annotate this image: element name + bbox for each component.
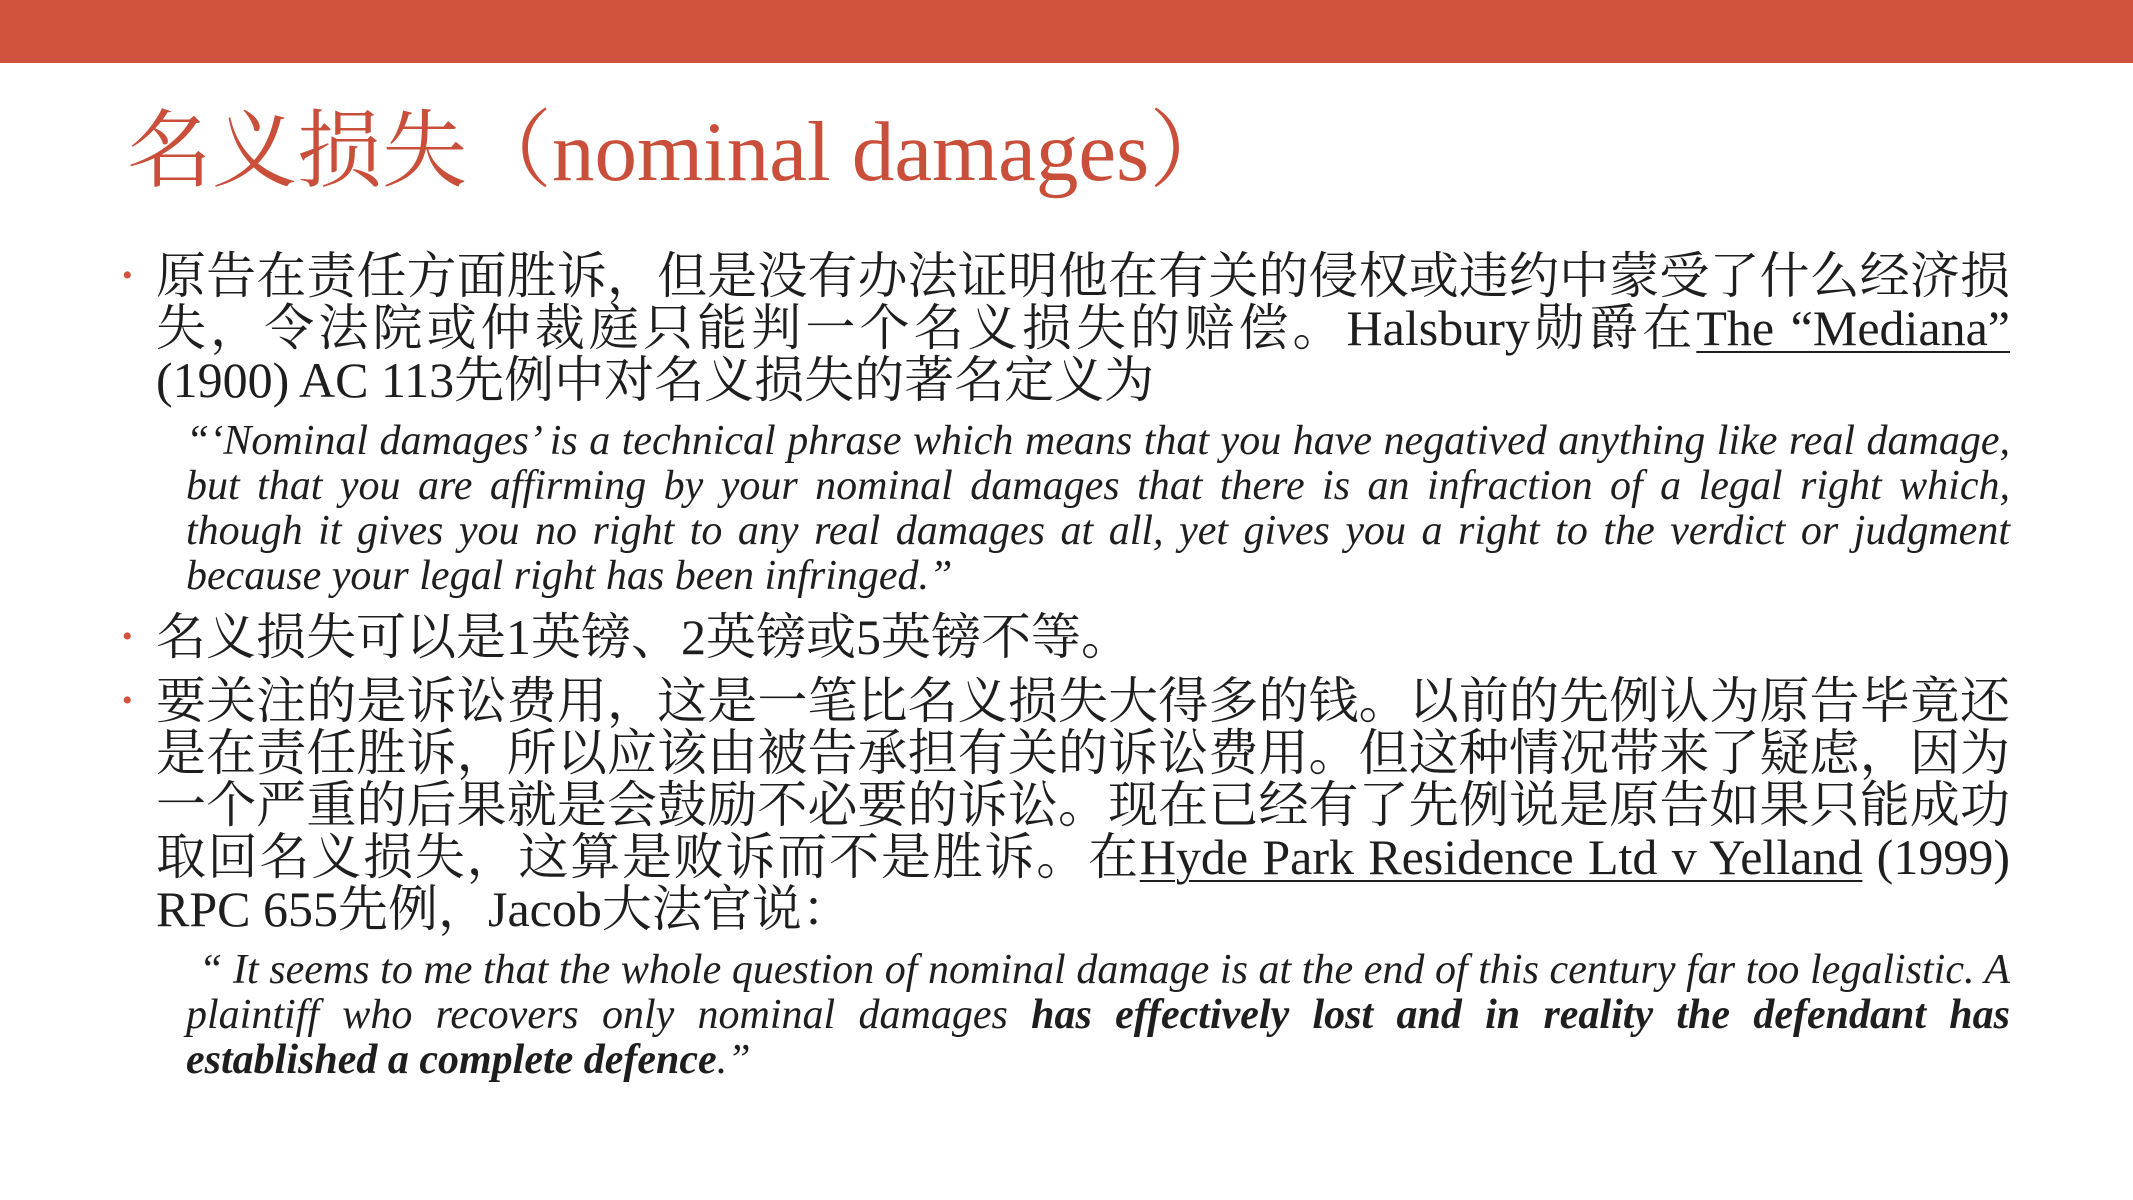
bullet-text-run: 名义损失可以是1英镑、2英镑或5英镑不等。	[156, 609, 1131, 665]
bullet-text-run: 要关注的是诉讼费用，这是一笔比名义损失大得多的钱。以前的先例认为原告毕竟还是在责任胜诉，所以应该由被告承担有关的诉讼费用。但这种情况带来了疑虑，因为一个严重的后果就是会鼓励不必要的诉讼。现在已经有了先例说是原告如果只能成功取回名义损失，这算是败诉而不是胜诉。在	[156, 673, 2010, 885]
bullet-text-run: (1900) AC 113先例中对名义损失的著名定义为	[156, 352, 1155, 408]
bullet-text-run: (1999) RPC 655先例，Jacob大法官说：	[156, 829, 2010, 937]
case-citation: Hyde Park Residence Ltd v Yelland	[1139, 829, 1863, 885]
bullet-text-run: 原告在责任方面胜诉，但是没有办法证明他在有关的侵权或违约中蒙受了什么经济损失，令法院或仲裁庭只能判一个名义损失的赔偿。Halsbury勋爵在	[156, 248, 2010, 356]
bullet-marker: •	[122, 684, 133, 717]
quote-text: “‘Nominal damages’ is a technical phrase which means that you have negatived anything like real damage, but that you are affirming by your nominal damages that there is an infraction of a legal right which, though it gives you no right to any real damages at all, yet gives you a right to the verdict or judgment because your legal right has been infringed.”	[186, 418, 2010, 599]
quote-text-end: .”	[716, 1037, 751, 1083]
bullet-list	[114, 250, 2010, 1083]
quote-emphasis: has effectively lost and in reality the defendant has established a complete defence	[186, 992, 2010, 1083]
quote-block	[186, 419, 2010, 599]
bullet-marker: •	[122, 620, 133, 653]
bullet-item	[114, 250, 2010, 599]
bullet-item	[114, 675, 2010, 1083]
slide-title: 名义损失（nominal damages）	[127, 105, 1235, 199]
bullet-text	[156, 675, 2010, 935]
top-accent-bar	[0, 0, 2133, 63]
bullet-text	[156, 611, 2010, 663]
bullet-marker: •	[122, 259, 133, 292]
case-citation: The “Mediana”	[1696, 300, 2010, 356]
bullet-item	[114, 611, 2010, 663]
bullet-text	[156, 250, 2010, 406]
quote-block	[186, 948, 2010, 1083]
quote-text: “ It seems to me that the whole question of nominal damage is at the end of this century far too legalistic. A plaintiff who recovers only nominal damages	[186, 947, 2010, 1038]
